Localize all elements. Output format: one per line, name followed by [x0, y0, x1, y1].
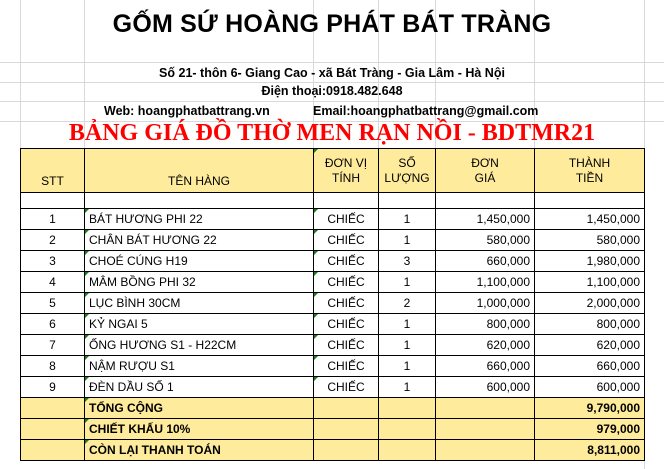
cell-unit[interactable]: CHIẾC — [314, 230, 379, 251]
cell-stt[interactable]: 4 — [21, 272, 85, 293]
cell-price[interactable]: 580,000 — [436, 230, 535, 251]
header-name-label: TÊN HÀNG — [167, 174, 230, 188]
table-row — [21, 230, 645, 251]
cell-qty[interactable]: 1 — [379, 209, 436, 230]
cell-name[interactable]: ỐNG HƯƠNG S1 - H22CM — [85, 335, 314, 356]
cell-name[interactable]: BÁT HƯƠNG PHI 22 — [85, 209, 314, 230]
cell-unit[interactable]: CHIẾC — [314, 293, 379, 314]
remaining-value[interactable]: 8,811,000 — [535, 440, 645, 461]
cell-total[interactable]: 800,000 — [535, 314, 645, 335]
header-qty[interactable] — [379, 149, 436, 193]
table-cell[interactable] — [21, 440, 85, 461]
cell-price[interactable]: 1,450,000 — [436, 209, 535, 230]
cell-total[interactable]: 620,000 — [535, 335, 645, 356]
company-phone: Điện thoại:0918.482.648 — [261, 84, 403, 98]
cell-price[interactable]: 1,100,000 — [436, 272, 535, 293]
header-price-line1: ĐƠN — [471, 155, 499, 170]
header-qty-line2: LƯỢNG — [384, 170, 430, 185]
cell-unit[interactable]: CHIẾC — [314, 377, 379, 398]
table-row — [21, 377, 645, 398]
cell-name[interactable]: NẬM RƯỢU S1 — [85, 356, 314, 377]
header-name[interactable] — [85, 149, 314, 193]
header-unit[interactable] — [314, 149, 379, 193]
total-label[interactable]: TỔNG CỘNG — [85, 398, 314, 419]
table-cell[interactable] — [436, 193, 535, 209]
cell-unit[interactable]: CHIẾC — [314, 356, 379, 377]
cell-total[interactable]: 1,100,000 — [535, 272, 645, 293]
cell-qty[interactable]: 1 — [379, 272, 436, 293]
table-row — [21, 356, 645, 377]
remaining-label[interactable]: CÒN LẠI THANH TOÁN — [85, 440, 314, 461]
cell-stt[interactable]: 2 — [21, 230, 85, 251]
header-total-line2: TIỀN — [575, 170, 604, 185]
header-unit-line1: ĐƠN VỊ — [324, 155, 368, 170]
cell-total[interactable]: 1,450,000 — [535, 209, 645, 230]
table-cell[interactable] — [21, 419, 85, 440]
table-cell[interactable] — [379, 419, 436, 440]
table-header-row — [21, 149, 645, 193]
cell-price[interactable]: 660,000 — [436, 356, 535, 377]
cell-total[interactable]: 1,980,000 — [535, 251, 645, 272]
cell-stt[interactable]: 1 — [21, 209, 85, 230]
cell-total[interactable]: 660,000 — [535, 356, 645, 377]
table-cell[interactable] — [314, 193, 379, 209]
cell-qty[interactable]: 1 — [379, 356, 436, 377]
cell-name[interactable]: ĐÈN DẦU SỐ 1 — [85, 377, 314, 398]
company-website: Web: hoangphatbattrang.vn — [104, 104, 270, 118]
table-cell[interactable] — [379, 398, 436, 419]
cell-unit[interactable]: CHIẾC — [314, 314, 379, 335]
table-row — [21, 335, 645, 356]
table-cell[interactable] — [436, 440, 535, 461]
table-cell[interactable] — [85, 193, 314, 209]
company-name: GỐM SỨ HOÀNG PHÁT BÁT TRÀNG — [112, 10, 552, 38]
table-cell[interactable] — [314, 440, 379, 461]
cell-qty[interactable]: 1 — [379, 314, 436, 335]
cell-qty[interactable]: 3 — [379, 251, 436, 272]
header-unit-line2: TÍNH — [332, 170, 360, 185]
header-total[interactable] — [535, 149, 645, 193]
cell-price[interactable]: 660,000 — [436, 251, 535, 272]
header-stt[interactable] — [21, 149, 85, 193]
cell-total[interactable]: 2,000,000 — [535, 293, 645, 314]
cell-stt[interactable]: 6 — [21, 314, 85, 335]
table-row — [21, 272, 645, 293]
cell-name[interactable]: MÂM BỒNG PHI 32 — [85, 272, 314, 293]
cell-name[interactable]: LỤC BÌNH 30CM — [85, 293, 314, 314]
header-stt-label: STT — [41, 174, 64, 188]
cell-stt[interactable]: 7 — [21, 335, 85, 356]
table-cell[interactable] — [379, 193, 436, 209]
cell-name[interactable]: CHOÉ CÚNG H19 — [85, 251, 314, 272]
cell-total[interactable]: 580,000 — [535, 230, 645, 251]
cell-unit[interactable]: CHIẾC — [314, 251, 379, 272]
total-row — [21, 398, 645, 419]
header-price[interactable] — [436, 149, 535, 193]
discount-label[interactable]: CHIẾT KHẤU 10% — [85, 419, 314, 440]
remaining-row — [21, 440, 645, 461]
cell-stt[interactable]: 9 — [21, 377, 85, 398]
cell-qty[interactable]: 1 — [379, 377, 436, 398]
cell-stt[interactable]: 3 — [21, 251, 85, 272]
cell-total[interactable]: 600,000 — [535, 377, 645, 398]
table-cell[interactable] — [314, 419, 379, 440]
discount-value[interactable]: 979,000 — [535, 419, 645, 440]
cell-price[interactable]: 620,000 — [436, 335, 535, 356]
table-cell[interactable] — [21, 193, 85, 209]
cell-qty[interactable]: 2 — [379, 293, 436, 314]
header-price-line2: GIÁ — [474, 170, 496, 185]
company-email: Email:hoangphatbattrang@gmail.com — [313, 104, 539, 118]
price-table — [20, 148, 645, 461]
cell-stt[interactable]: 8 — [21, 356, 85, 377]
cell-name[interactable]: CHÂN BÁT HƯƠNG 22 — [85, 230, 314, 251]
table-cell[interactable] — [21, 398, 85, 419]
discount-row — [21, 419, 645, 440]
cell-name[interactable]: KỶ NGAI 5 — [85, 314, 314, 335]
table-row — [21, 251, 645, 272]
table-row — [21, 293, 645, 314]
company-address: Số 21- thôn 6- Giang Cao - xã Bát Tràng - Gia Lâm - Hà Nội — [159, 66, 505, 80]
table-cell[interactable] — [436, 398, 535, 419]
cell-unit[interactable]: CHIẾC — [314, 209, 379, 230]
table-cell[interactable] — [379, 440, 436, 461]
table-row — [21, 314, 645, 335]
cell-price[interactable]: 800,000 — [436, 314, 535, 335]
header-qty-line1: SỐ — [398, 155, 416, 170]
empty-row — [21, 193, 645, 209]
table-cell[interactable] — [436, 419, 535, 440]
cell-qty[interactable]: 1 — [379, 335, 436, 356]
table-cell[interactable] — [535, 193, 645, 209]
table-cell[interactable] — [314, 398, 379, 419]
cell-unit[interactable]: CHIẾC — [314, 272, 379, 293]
total-value[interactable]: 9,790,000 — [535, 398, 645, 419]
price-list-title: BẢNG GIÁ ĐỒ THỜ MEN RẠN NỒI - BDTMR21 — [68, 120, 596, 146]
cell-unit[interactable]: CHIẾC — [314, 335, 379, 356]
table-row — [21, 209, 645, 230]
cell-price[interactable]: 600,000 — [436, 377, 535, 398]
cell-price[interactable]: 1,000,000 — [436, 293, 535, 314]
cell-qty[interactable]: 1 — [379, 230, 436, 251]
header-total-line1: THÀNH — [568, 155, 611, 170]
cell-stt[interactable]: 5 — [21, 293, 85, 314]
